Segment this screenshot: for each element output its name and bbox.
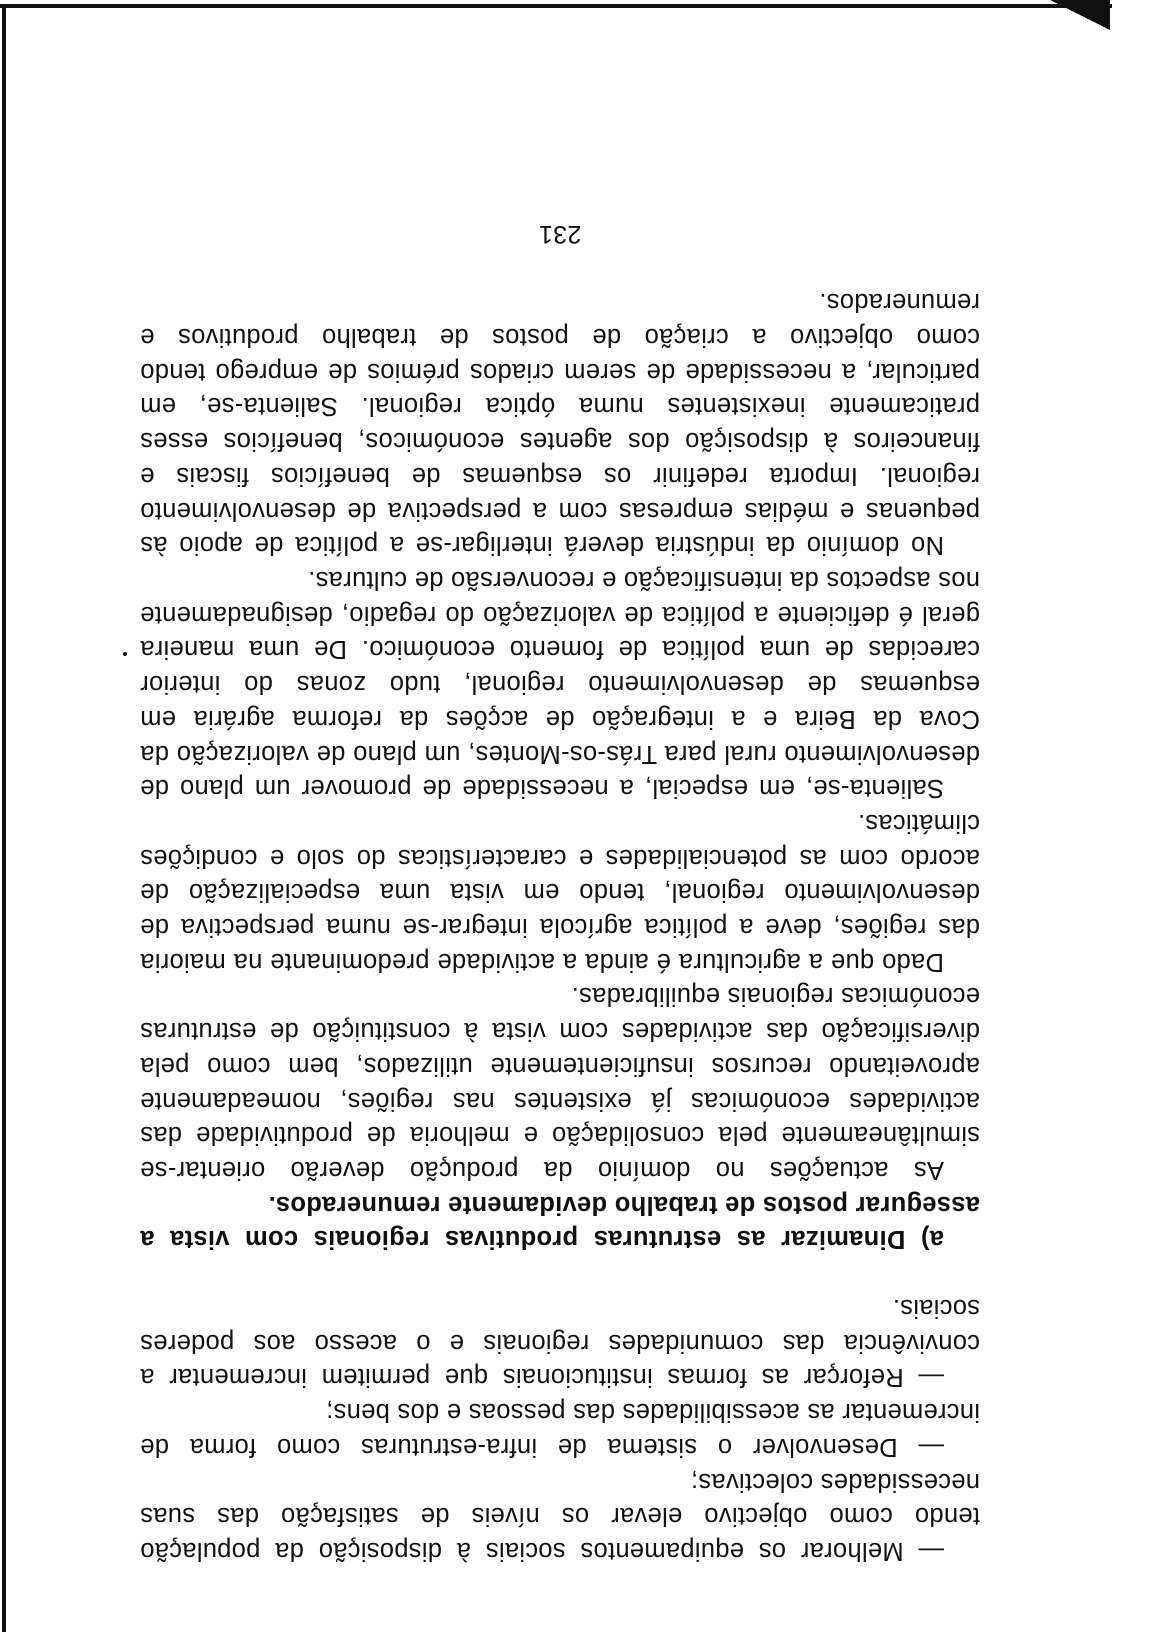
page-body-rotated bbox=[140, 128, 980, 1568]
scan-border-top bbox=[0, 4, 1112, 8]
paragraph: As actuações no domínio da produção deverão orientar-se simultâneamente pela consolidação e melhoria de produtividade das actividades económicas já existentes nas regiões, nomeadamente aproveitando recursos insuficientemente utilizados, bem como pela diversificação das actividades com vista à constituição de estruturas económicas regionais equilibradas. bbox=[140, 982, 980, 1184]
bullet-item: — Melhorar os equipamentos sociais à disposição da população tendo como objectivo elevar os níveis de satisfação das suas necessidades colectivas; bbox=[140, 1467, 980, 1565]
spacer bbox=[140, 1256, 980, 1290]
page-corner-fold bbox=[1050, 0, 1110, 30]
bullet-item: — Desenvolver o sistema de infra-estruturas como forma de incrementar as acessibilidades das pessoas e dos bens; bbox=[140, 1398, 980, 1461]
scan-border-left bbox=[2, 4, 6, 1632]
section-heading: a) Dinamizar as estruturas produtivas regionais com vista a assegurar postos de trabalho devidamente remunerados. bbox=[140, 1190, 980, 1254]
spacer bbox=[140, 251, 980, 285]
paragraph: No domínio da indústria deverá interligar-se a política de apoio às pequenas e médias empresas com a perspectiva de desenvolvimento regional. Importa redefinir os esquemas de benefícios fiscais e financeiros à disposição dos agentes económicos, benefícios esses praticamente inexistentes numa óptica regional. Salienta-se, em particular, a necessidade de serem criados prémios de emprego tendo como objectivo a criação de postos de trabalho produtivos e remunerados. bbox=[140, 288, 980, 560]
bullet-item: — Reforçar as formas institucionais que permitem incrementar a convivência das comunidades regionais e o acesso aos poderes sociais. bbox=[140, 1294, 980, 1392]
ink-speck bbox=[123, 652, 127, 656]
paragraph: Dado que a agricultura é ainda a actividade predominante na maioria das regiões, deve a política agrícola integrar-se numa perspectiva de desenvolvimento regional, tendo em vista uma especialização de acordo com as potencialidades e características do solo e condições climáticas. bbox=[140, 808, 980, 976]
paragraph: Salienta-se, em especial, a necessidade de promover um plano de desenvolvimento rural para Trás-os-Montes, um plano de valorização da Cova da Beira e a integração de acções da reforma agrária em esquemas de desenvolvimento regional, tudo zonas do interior carecidas de uma política de fomento económico. De uma maneira geral é deficiente a política de valorização do regadio, designadamente nos aspectos da intensificação e reconversão de culturas. bbox=[140, 566, 980, 803]
page-number: 231 bbox=[538, 219, 582, 248]
